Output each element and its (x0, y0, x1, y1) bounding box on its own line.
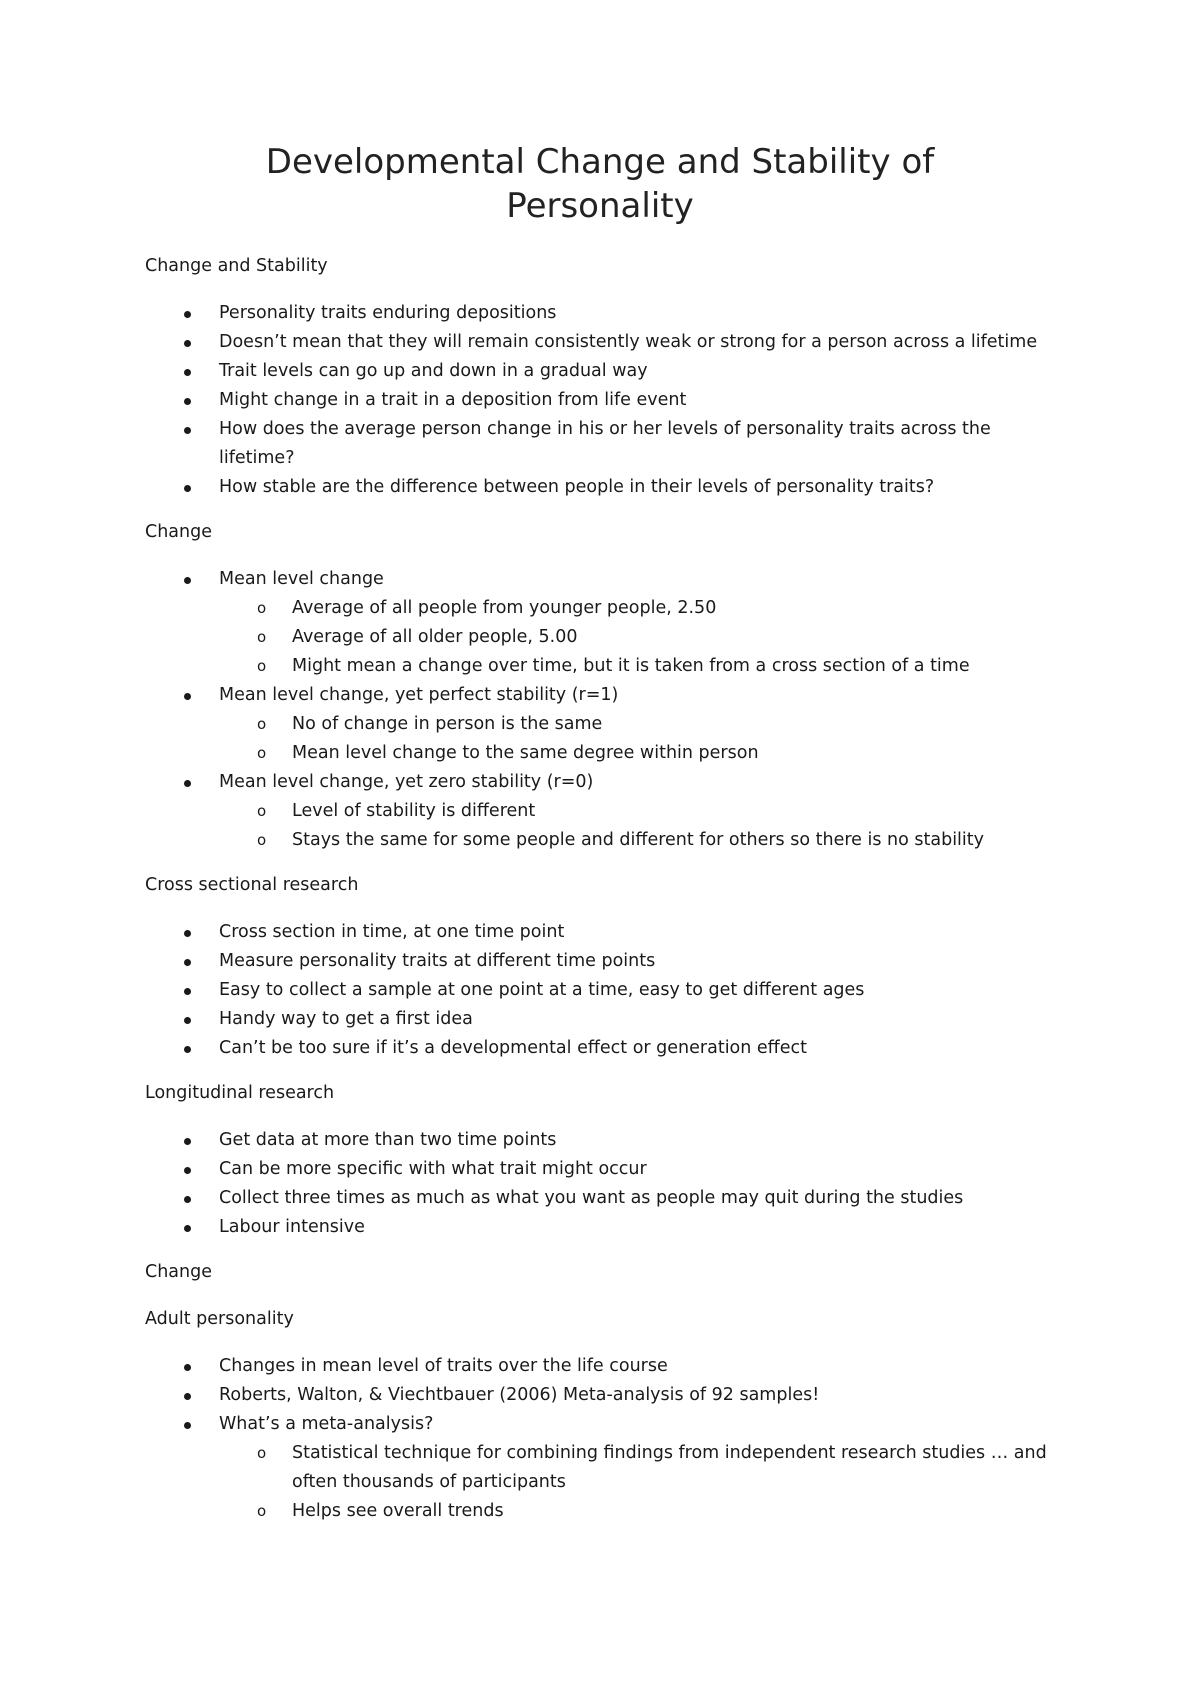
list-item-text: Personality traits enduring depositions (219, 303, 557, 323)
sub-list-item-text: Mean level change to the same degree within person (292, 743, 759, 763)
bullet-list (145, 1126, 1065, 1242)
bullet-icon (184, 369, 191, 376)
list-item (145, 1410, 1065, 1526)
list-item-text: Might change in a trait in a deposition from life event (219, 390, 687, 410)
sub-list-item (219, 710, 1065, 739)
list-item (145, 768, 1065, 855)
sub-list-item-text: Helps see overall trends (292, 1501, 504, 1521)
list-item (145, 1005, 1065, 1034)
bullet-icon (184, 988, 191, 995)
list-item-text: Roberts, Walton, & Viechtbauer (2006) Meta-analysis of 92 samples! (219, 1385, 820, 1405)
bullet-list (145, 565, 1065, 855)
bullet-icon (184, 1017, 191, 1024)
list-item-text: How does the average person change in his or her levels of personality traits across the lifetime? (219, 419, 991, 468)
sub-list-item (219, 826, 1065, 855)
list-item (145, 918, 1065, 947)
sub-list-item-text: Average of all people from younger people, 2.50 (292, 598, 717, 618)
hollow-bullet-icon: o (257, 1444, 267, 1462)
list-item (145, 1184, 1065, 1213)
list-item (145, 1381, 1065, 1410)
list-item (145, 415, 1065, 473)
list-item-text: Labour intensive (219, 1217, 365, 1237)
hollow-bullet-icon: o (257, 1502, 267, 1520)
hollow-bullet-icon: o (257, 802, 267, 820)
hollow-bullet-icon: o (257, 657, 267, 675)
bullet-icon (184, 1167, 191, 1174)
list-item (145, 299, 1065, 328)
bullet-list (145, 1352, 1065, 1526)
list-item (145, 681, 1065, 768)
list-item (145, 1352, 1065, 1381)
list-item (145, 473, 1065, 502)
bullet-icon (184, 577, 191, 584)
title-line-2: Personality (506, 186, 694, 226)
document-title (0, 140, 1200, 228)
sub-list-item (219, 797, 1065, 826)
sub-bullet-list (219, 594, 1065, 681)
bullet-icon (184, 1138, 191, 1145)
hollow-bullet-icon: o (257, 831, 267, 849)
document-body (145, 252, 1065, 1542)
section-heading: Adult personality (145, 1309, 294, 1329)
bullet-icon (184, 1393, 191, 1400)
list-item (145, 1213, 1065, 1242)
list-item-text: Can’t be too sure if it’s a developmental effect or generation effect (219, 1038, 807, 1058)
list-item (145, 386, 1065, 415)
list-item (145, 1126, 1065, 1155)
sub-list-item (219, 623, 1065, 652)
section-heading: Cross sectional research (145, 875, 359, 895)
bullet-icon (184, 427, 191, 434)
sub-list-item (219, 1439, 1065, 1497)
list-item (145, 1034, 1065, 1063)
bullet-list (145, 918, 1065, 1063)
sub-list-item-text: Might mean a change over time, but it is taken from a cross section of a time (292, 656, 970, 676)
list-item-text: What’s a meta-analysis? (219, 1414, 434, 1434)
bullet-icon (184, 340, 191, 347)
bullet-icon (184, 959, 191, 966)
bullet-icon (184, 1225, 191, 1232)
title-line-1: Developmental Change and Stability of (265, 142, 935, 182)
list-item-text: Easy to collect a sample at one point at a time, easy to get different ages (219, 980, 865, 1000)
hollow-bullet-icon: o (257, 715, 267, 733)
list-item-text: How stable are the difference between people in their levels of personality traits? (219, 477, 935, 497)
list-item-text: Get data at more than two time points (219, 1130, 557, 1150)
list-item-text: Mean level change (219, 569, 384, 589)
section-heading: Change (145, 1262, 213, 1282)
section-heading: Change and Stability (145, 256, 328, 276)
bullet-icon (184, 485, 191, 492)
list-item (145, 976, 1065, 1005)
bullet-icon (184, 1196, 191, 1203)
bullet-list (145, 299, 1065, 502)
bullet-icon (184, 1046, 191, 1053)
list-item-text: Handy way to get a first idea (219, 1009, 473, 1029)
list-item-text: Cross section in time, at one time point (219, 922, 565, 942)
list-item-text: Can be more specific with what trait might occur (219, 1159, 647, 1179)
list-item-text: Measure personality traits at different time points (219, 951, 656, 971)
sub-list-item-text: No of change in person is the same (292, 714, 603, 734)
bullet-icon (184, 1422, 191, 1429)
sub-list-item-text: Average of all older people, 5.00 (292, 627, 578, 647)
list-item (145, 565, 1065, 681)
list-item (145, 328, 1065, 357)
bullet-icon (184, 780, 191, 787)
list-item-text: Collect three times as much as what you want as people may quit during the studies (219, 1188, 964, 1208)
list-item-text: Changes in mean level of traits over the life course (219, 1356, 668, 1376)
list-item-text: Doesn’t mean that they will remain consistently weak or strong for a person across a lifetime (219, 332, 1038, 352)
list-item (145, 1155, 1065, 1184)
sub-bullet-list (219, 710, 1065, 768)
sub-list-item (219, 652, 1065, 681)
section-heading: Change (145, 522, 213, 542)
list-item-text: Mean level change, yet zero stability (r=0) (219, 772, 594, 792)
list-item (145, 947, 1065, 976)
section-heading: Longitudinal research (145, 1083, 335, 1103)
list-item (145, 357, 1065, 386)
bullet-icon (184, 398, 191, 405)
hollow-bullet-icon: o (257, 628, 267, 646)
sub-list-item-text: Level of stability is different (292, 801, 536, 821)
bullet-icon (184, 930, 191, 937)
sub-list-item (219, 739, 1065, 768)
sub-list-item (219, 1497, 1065, 1526)
hollow-bullet-icon: o (257, 599, 267, 617)
sub-bullet-list (219, 797, 1065, 855)
sub-list-item-text: Statistical technique for combining findings from independent research studies … and often thousands of participants (292, 1443, 1047, 1492)
sub-bullet-list (219, 1439, 1065, 1526)
bullet-icon (184, 693, 191, 700)
list-item-text: Mean level change, yet perfect stability (r=1) (219, 685, 619, 705)
sub-list-item (219, 594, 1065, 623)
bullet-icon (184, 311, 191, 318)
bullet-icon (184, 1364, 191, 1371)
list-item-text: Trait levels can go up and down in a gradual way (219, 361, 648, 381)
sub-list-item-text: Stays the same for some people and different for others so there is no stability (292, 830, 985, 850)
hollow-bullet-icon: o (257, 744, 267, 762)
